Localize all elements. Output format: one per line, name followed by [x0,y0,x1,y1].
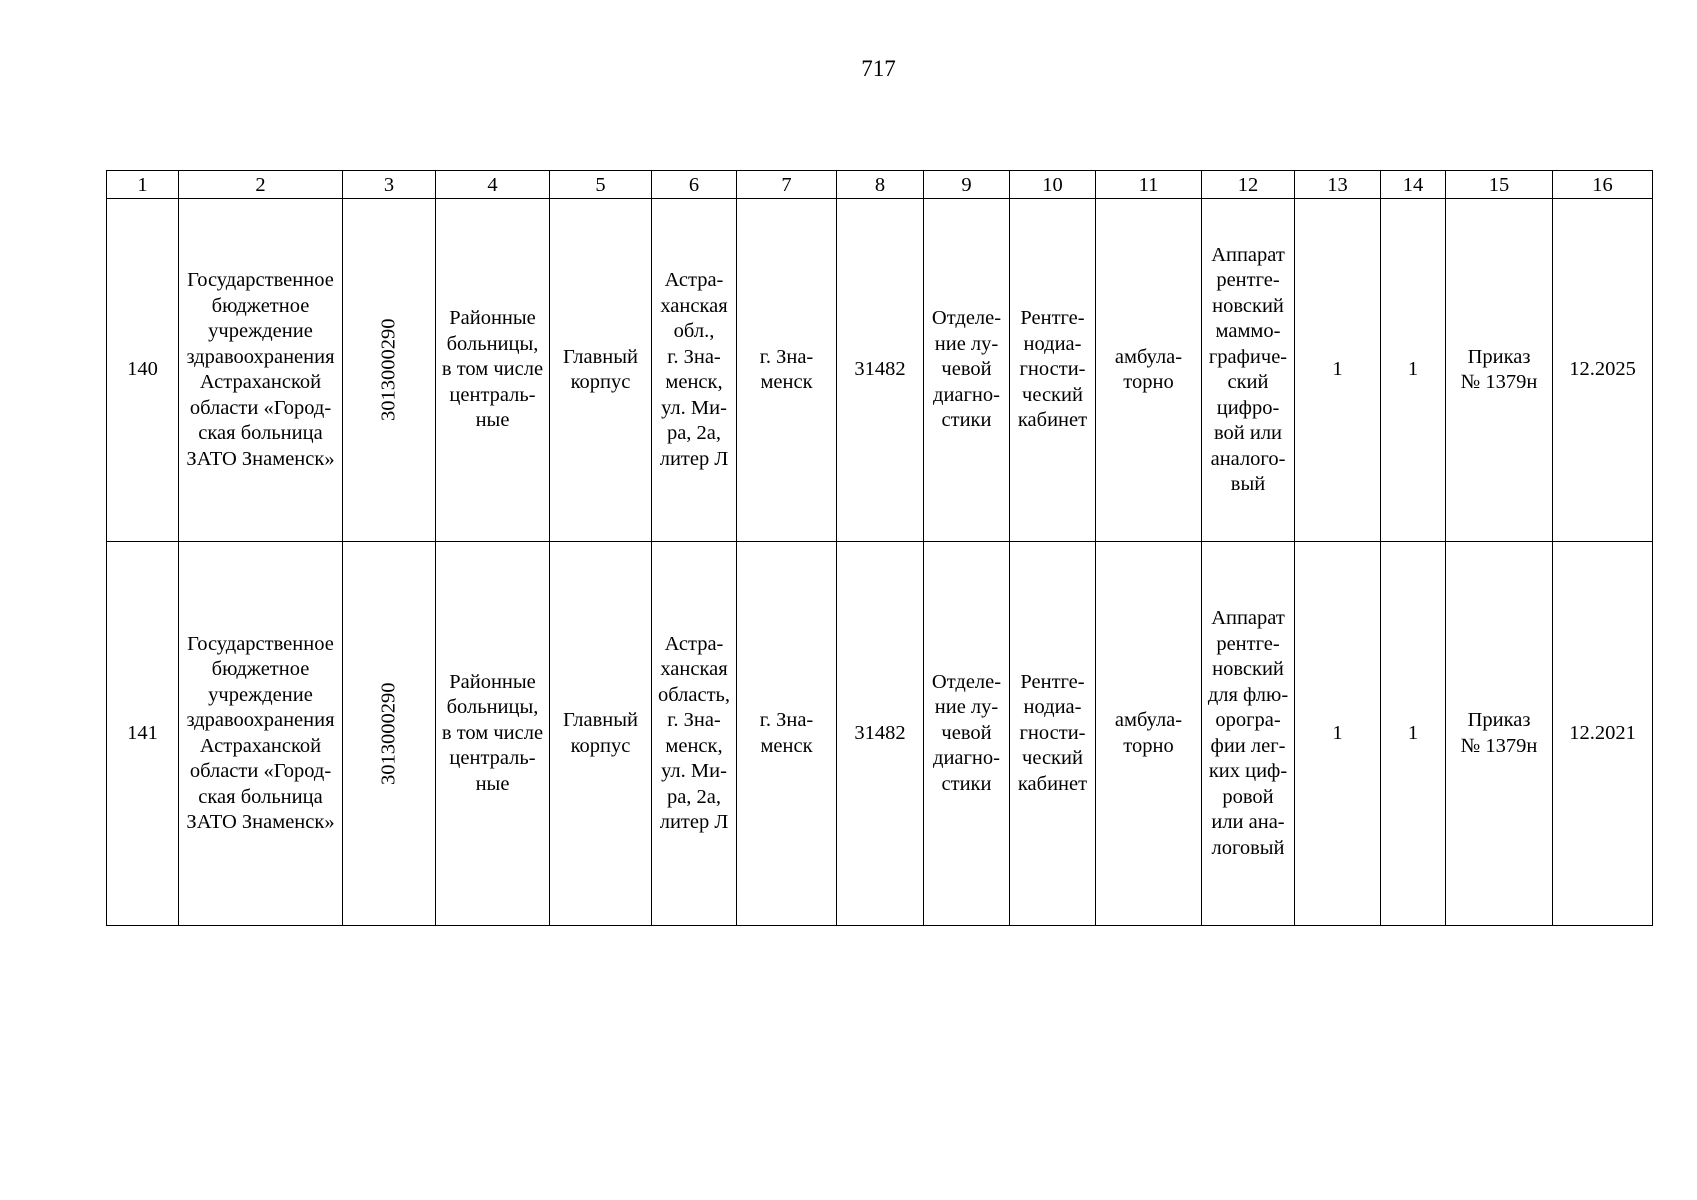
address-cell: Астра- ханская область, г. Зна- менск, ул. Ми- ра, 2а, литер Л [652,542,737,926]
room-cell: Рентге- нодиа- гности- ческий кабинет [1010,199,1096,542]
row-number-cell: 140 [107,199,179,542]
building-cell: Главный корпус [550,199,652,542]
department-cell: Отделе- ние лу- чевой диагно- стики [924,542,1010,926]
column-number: 6 [652,171,737,199]
column-number: 8 [837,171,924,199]
department-cell: Отделе- ние лу- чевой диагно- стики [924,199,1010,542]
column-number: 12 [1202,171,1295,199]
column-number: 2 [179,171,343,199]
equipment-register-table [106,170,1653,926]
code-cell: 31482 [837,199,924,542]
column-number: 1 [107,171,179,199]
city-cell: г. Зна- менск [737,542,837,926]
column-number: 10 [1010,171,1096,199]
column-number: 3 [343,171,436,199]
column-number: 5 [550,171,652,199]
date-cell: 12.2025 [1553,199,1653,542]
organization-name-cell: Государственное бюджетное учреждение здравоохранения Астраханской области «Город- ская больница ЗАТО Знаменск» [179,542,343,926]
column-number: 11 [1096,171,1202,199]
date-cell: 12.2021 [1553,542,1653,926]
quantity-cell: 1 [1295,199,1381,542]
quantity-cell: 1 [1381,199,1446,542]
quantity-cell: 1 [1381,542,1446,926]
order-cell: Приказ № 1379н [1446,542,1553,926]
column-number: 9 [924,171,1010,199]
equipment-cell: Аппарат рентге- новский для флю- орогра- фии лег- ких циф- ровой или ана- логовый [1202,542,1295,926]
facility-type-cell: Районные больницы, в том числе централь- ные [436,542,550,926]
column-number: 14 [1381,171,1446,199]
quantity-cell: 1 [1295,542,1381,926]
room-cell: Рентге- нодиа- гности- ческий кабинет [1010,542,1096,926]
inn-cell: 3013000290 [343,199,436,542]
address-cell: Астра- ханская обл., г. Зна- менск, ул. Ми- ра, 2а, литер Л [652,199,737,542]
code-cell: 31482 [837,542,924,926]
inn-cell: 3013000290 [343,542,436,926]
order-cell: Приказ № 1379н [1446,199,1553,542]
page-number: 717 [861,56,896,81]
column-number: 4 [436,171,550,199]
organization-name-cell: Государственное бюджетное учреждение здравоохранения Астраханской области «Город- ская больница ЗАТО Знаменск» [179,199,343,542]
table-row [107,542,1653,926]
column-number: 13 [1295,171,1381,199]
column-number-row [107,171,1653,199]
row-number-cell: 141 [107,542,179,926]
column-number: 15 [1446,171,1553,199]
care-mode-cell: амбула- торно [1096,542,1202,926]
column-number: 7 [737,171,837,199]
table-row [107,199,1653,542]
facility-type-cell: Районные больницы, в том числе централь- ные [436,199,550,542]
care-mode-cell: амбула- торно [1096,199,1202,542]
city-cell: г. Зна- менск [737,199,837,542]
column-number: 16 [1553,171,1653,199]
equipment-cell: Аппарат рентге- новский маммо- графиче- ский цифро- вой или аналого- вый [1202,199,1295,542]
building-cell: Главный корпус [550,542,652,926]
